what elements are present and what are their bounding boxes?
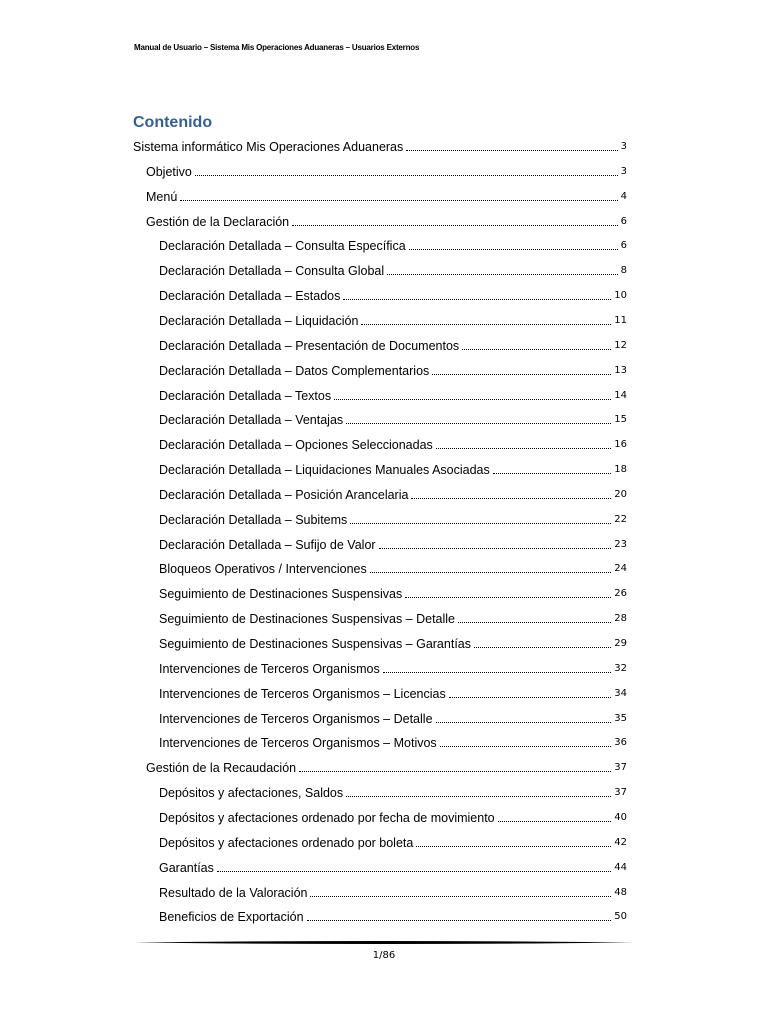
toc-entry-page: 6	[620, 215, 627, 227]
toc-dot-leader	[498, 821, 612, 822]
toc-entry[interactable]	[159, 707, 627, 727]
toc-dot-leader	[462, 349, 611, 350]
toc-entry-page: 3	[620, 165, 627, 177]
toc-entry[interactable]	[159, 483, 627, 503]
toc-entry-text: Declaración Detallada – Opciones Seleccionadas	[159, 438, 433, 453]
toc-entry-page: 40	[614, 811, 627, 823]
toc-dot-leader	[436, 448, 611, 449]
toc-entry-page: 34	[614, 687, 627, 699]
toc-entry-text: Declaración Detallada – Ventajas	[159, 413, 344, 428]
toc-entry-page: 28	[614, 613, 627, 625]
toc-dot-leader	[361, 324, 611, 325]
toc-dot-leader	[436, 722, 612, 723]
toc-entry-page: 15	[614, 414, 627, 426]
toc-dot-leader	[346, 423, 611, 424]
toc-entry-page: 6	[620, 240, 627, 252]
toc-dot-leader	[217, 871, 611, 872]
toc-entry-page: 12	[614, 339, 627, 351]
toc-entry[interactable]	[159, 682, 627, 702]
toc-dot-leader	[409, 249, 618, 250]
toc-dot-leader	[195, 175, 618, 176]
toc-entry-text: Intervenciones de Terceros Organismos – Licencias	[159, 686, 446, 701]
toc-entry[interactable]	[159, 806, 627, 826]
toc-entry[interactable]	[159, 508, 627, 528]
toc-dot-leader	[383, 672, 612, 673]
toc-entry-text: Declaración Detallada – Sufijo de Valor	[159, 537, 376, 552]
page-header: Manual de Usuario – Sistema Mis Operaciones Aduaneras – Usuarios Externos	[134, 43, 420, 52]
toc-entry[interactable]	[159, 408, 627, 428]
footer-rule-line	[134, 940, 634, 945]
toc-entry-text: Bloqueos Operativos / Intervenciones	[159, 562, 367, 577]
toc-entry-page: 3	[620, 141, 627, 152]
toc-dot-leader	[334, 399, 611, 400]
toc-entry-text: Gestión de la Declaración	[146, 214, 290, 229]
toc-entry[interactable]	[146, 756, 627, 776]
toc-entry-page: 32	[614, 662, 627, 674]
toc-entry[interactable]	[159, 632, 627, 652]
toc-dot-leader	[180, 200, 617, 201]
toc-entry-page: 48	[614, 886, 627, 898]
toc-entry-text: Objetivo	[146, 164, 192, 179]
toc-entry-page: 36	[614, 737, 627, 749]
toc-entry-text: Intervenciones de Terceros Organismos	[159, 661, 380, 676]
toc-entry-page: 35	[614, 712, 627, 724]
toc-entry-page: 11	[614, 314, 627, 326]
toc-entry-page: 37	[614, 762, 627, 774]
toc-entry-page: 20	[614, 488, 627, 500]
toc-entry-page: 29	[614, 638, 627, 649]
toc-entry[interactable]	[159, 881, 627, 901]
toc-entry[interactable]	[159, 607, 627, 627]
toc-entry-text: Declaración Detallada – Consulta Específica	[159, 239, 406, 254]
toc-dot-leader	[449, 697, 612, 698]
toc-entry[interactable]	[133, 135, 627, 155]
toc-entry[interactable]	[159, 334, 627, 354]
toc-dot-leader	[474, 647, 611, 648]
toc-entry[interactable]	[159, 533, 627, 553]
toc-entry-page: 23	[614, 538, 627, 550]
toc-entry[interactable]	[159, 259, 627, 279]
toc-dot-leader	[299, 771, 611, 772]
toc-entry-page: 8	[620, 265, 627, 277]
toc-entry-text: Declaración Detallada – Textos	[159, 388, 332, 403]
toc-entry-text: Resultado de la Valoración	[159, 885, 308, 900]
toc-dot-leader	[440, 746, 612, 747]
toc-entry[interactable]	[159, 384, 627, 404]
toc-entry-text: Seguimiento de Destinaciones Suspensivas – Detalle	[159, 612, 456, 627]
toc-dot-leader	[411, 498, 611, 499]
toc-dot-leader	[406, 150, 617, 151]
toc-entry-page: 37	[614, 787, 627, 799]
toc-entry-page: 22	[614, 513, 627, 525]
toc-entry[interactable]	[159, 557, 627, 577]
toc-entry[interactable]	[159, 657, 627, 677]
toc-entry[interactable]	[146, 160, 627, 180]
toc-entry[interactable]	[159, 856, 627, 876]
toc-dot-leader	[307, 920, 612, 921]
toc-dot-leader	[292, 225, 617, 226]
toc-dot-leader	[387, 274, 617, 275]
toc-entry-text: Declaración Detallada – Subitems	[159, 512, 348, 527]
toc-entry-page: 18	[614, 464, 627, 476]
toc-entry-text: Menú	[146, 189, 178, 204]
toc-dot-leader	[379, 548, 612, 549]
toc-entry-text: Declaración Detallada – Posición Arancelaria	[159, 487, 409, 502]
toc-entry-text: Declaración Detallada – Liquidación	[159, 313, 359, 328]
toc-entry-page: 10	[614, 290, 627, 302]
toc-dot-leader	[432, 374, 611, 375]
toc-entry[interactable]	[159, 433, 627, 453]
toc-entry[interactable]	[159, 582, 627, 602]
toc-entry-text: Sistema informático Mis Operaciones Aduaneras	[133, 140, 404, 154]
toc-entry-text: Declaración Detallada – Datos Complementarios	[159, 363, 430, 378]
toc-entry-text: Depósitos y afectaciones ordenado por fecha de movimiento	[159, 810, 495, 825]
toc-entry[interactable]	[146, 185, 627, 205]
toc-entry[interactable]	[159, 458, 627, 478]
toc-entry-page: 14	[614, 389, 627, 401]
toc-entry-text: Beneficios de Exportación	[159, 910, 304, 925]
toc-entry[interactable]	[159, 781, 627, 801]
toc-entry-page: 24	[614, 563, 627, 575]
toc-entry-page: 16	[614, 439, 627, 451]
toc-entry-text: Declaración Detallada – Presentación de Documentos	[159, 338, 460, 353]
toc-dot-leader	[405, 597, 611, 598]
toc-entry-text: Gestión de la Recaudación	[146, 761, 297, 776]
toc-entry-text: Intervenciones de Terceros Organismos – Detalle	[159, 711, 433, 726]
toc-entry[interactable]	[159, 234, 627, 254]
toc-entry-page: 13	[614, 364, 627, 376]
toc-entry-page: 26	[614, 588, 627, 600]
toc-title: Contenido	[133, 114, 213, 131]
toc-entry[interactable]	[159, 831, 627, 851]
footer-rule	[134, 940, 634, 945]
toc-entry-text: Declaración Detallada – Estados	[159, 289, 341, 304]
toc-dot-leader	[346, 796, 611, 797]
toc-entry-text: Declaración Detallada – Liquidaciones Manuales Asociadas	[159, 463, 490, 478]
toc-entry[interactable]	[146, 210, 627, 230]
toc-dot-leader	[416, 846, 611, 847]
toc-entry[interactable]	[159, 284, 627, 304]
toc-dot-leader	[310, 896, 611, 897]
toc-entry[interactable]	[159, 359, 627, 379]
toc-entry-text: Depósitos y afectaciones ordenado por boleta	[159, 835, 414, 850]
toc-entry-page: 44	[614, 861, 627, 873]
toc-entry-text: Intervenciones de Terceros Organismos – Motivos	[159, 736, 437, 751]
toc-entry-text: Seguimiento de Destinaciones Suspensivas	[159, 587, 403, 602]
toc-dot-leader	[370, 572, 612, 573]
toc-entry[interactable]	[159, 731, 627, 751]
toc-entry-page: 50	[614, 911, 627, 923]
toc-dot-leader	[343, 299, 611, 300]
toc-entry-page: 4	[620, 190, 627, 202]
toc-entry-text: Declaración Detallada – Consulta Global	[159, 264, 385, 279]
toc-entry-text: Garantías	[159, 860, 214, 875]
toc-entry-text: Seguimiento de Destinaciones Suspensivas – Garantías	[159, 637, 471, 651]
toc-entry-page: 42	[614, 836, 627, 848]
toc-dot-leader	[493, 473, 612, 474]
toc-dot-leader	[350, 523, 611, 524]
toc-entry-text: Depósitos y afectaciones, Saldos	[159, 786, 344, 801]
toc-dot-leader	[458, 622, 611, 623]
toc-entry[interactable]	[159, 309, 627, 329]
toc-entry[interactable]	[159, 905, 627, 925]
page-number: 1/86	[372, 950, 396, 961]
